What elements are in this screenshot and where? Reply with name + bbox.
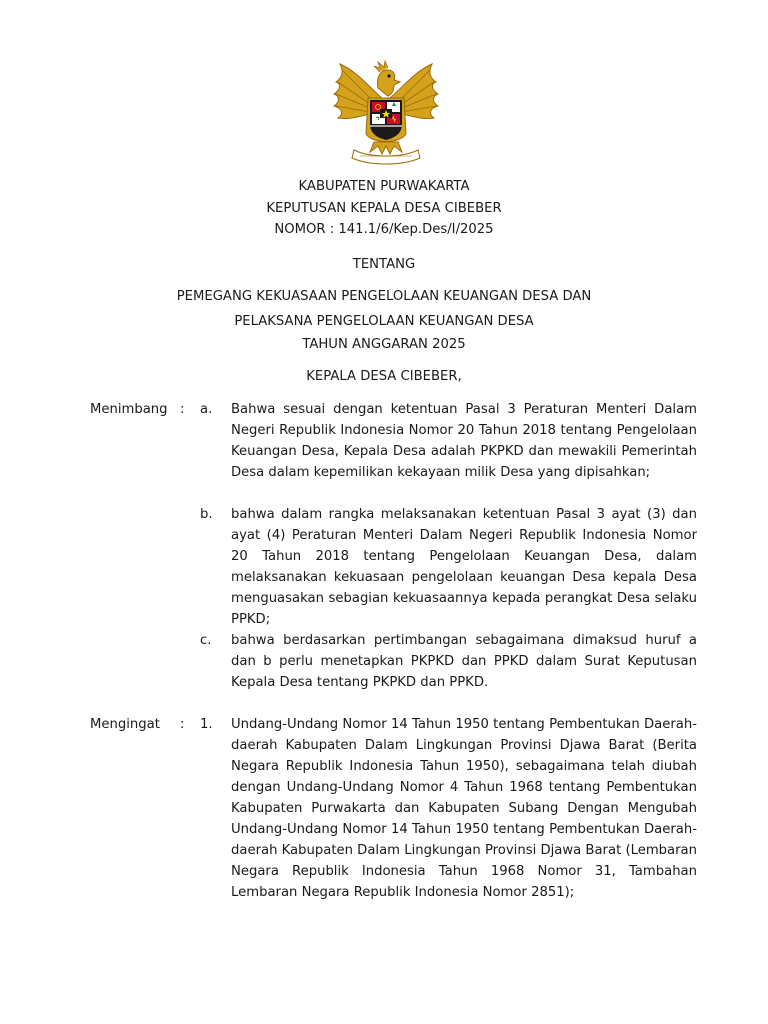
- mengingat-label: Mengingat: [90, 717, 160, 732]
- subject-line-3: TAHUN ANGGARAN 2025: [302, 337, 466, 352]
- menimbang-colon: :: [180, 402, 185, 417]
- decree-title: KEPUTUSAN KEPALA DESA CIBEBER: [266, 201, 502, 216]
- issuer-heading: KEPALA DESA CIBEBER,: [306, 369, 462, 384]
- menimbang-item-c: bahwa berdasarkan pertimbangan sebagaimana dimaksud huruf a dan b perlu menetapkan PKPKD dan PPKD dalam Surat Keputusan Kepala Desa tentang PKPKD dan PPKD.: [231, 633, 697, 690]
- decree-number: NOMOR : 141.1/6/Kep.Des/I/2025: [274, 222, 494, 237]
- menimbang-marker-c: c.: [200, 633, 212, 648]
- motto-ribbon: [352, 150, 420, 164]
- menimbang-marker-a: a.: [200, 402, 213, 417]
- menimbang-marker-b: b.: [200, 507, 213, 522]
- mengingat-marker-1: 1.: [200, 717, 213, 732]
- subject-line-2: PELAKSANA PENGELOLAAN KEUANGAN DESA: [234, 314, 534, 329]
- pancasila-shield: [370, 100, 402, 140]
- menimbang-item-b: bahwa dalam rangka melaksanakan ketentuan Pasal 3 ayat (3) dan ayat (4) Peraturan Menteri Dalam Negeri Republik Indonesia Nomor 20 Tahun 2018 tentang Pengelolaan Keuangan Desa, dalam melaksanakan kekuasaan pengelolaan keuangan Desa kepala Desa menguasakan sebagian kekuasaannya kepada perangkat Desa selaku PPKD;: [231, 507, 697, 627]
- menimbang-item-a: Bahwa sesuai dengan ketentuan Pasal 3 Peraturan Menteri Dalam Negeri Republik Indonesia Nomor 20 Tahun 2018 tentang Pengelolaan Keuangan Desa, Kepala Desa adalah PKPKD dan mewakili Pemerintah Desa dalam kepemilikan kekayaan milik Desa yang dipisahkan;: [231, 402, 697, 480]
- garuda-tail: [370, 142, 402, 154]
- garuda-head: [374, 61, 400, 96]
- regency-name: KABUPATEN PURWAKARTA: [298, 179, 470, 194]
- garuda-emblem: [330, 58, 442, 166]
- subject-line-1: PEMEGANG KEKUASAAN PENGELOLAAN KEUANGAN DESA DAN: [176, 289, 592, 304]
- mengingat-colon: :: [180, 717, 185, 732]
- tentang-heading: TENTANG: [352, 257, 416, 272]
- menimbang-label: Menimbang: [90, 402, 168, 417]
- mengingat-item-1: Undang-Undang Nomor 14 Tahun 1950 tentang Pembentukan Daerah-daerah Kabupaten Dalam Lingkungan Provinsi Djawa Barat (Berita Negara Republik Indonesia Tahun 1950), sebagaimana telah diubah dengan Undang-Undang Nomor 4 Tahun 1968 tentang Pembentukan Kabupaten Purwakarta dan Kabupaten Subang Dengan Mengubah Undang-Undang Nomor 14 Tahun 1950 tentang Pembentukan Daerah-daerah Kabupaten Dalam Lingkungan Provinsi Djawa Barat (Lembaran Negara Republik Indonesia Tahun 1968 Nomor 31, Tambahan Lembaran Negara Republik Indonesia Nomor 2851);: [231, 717, 697, 900]
